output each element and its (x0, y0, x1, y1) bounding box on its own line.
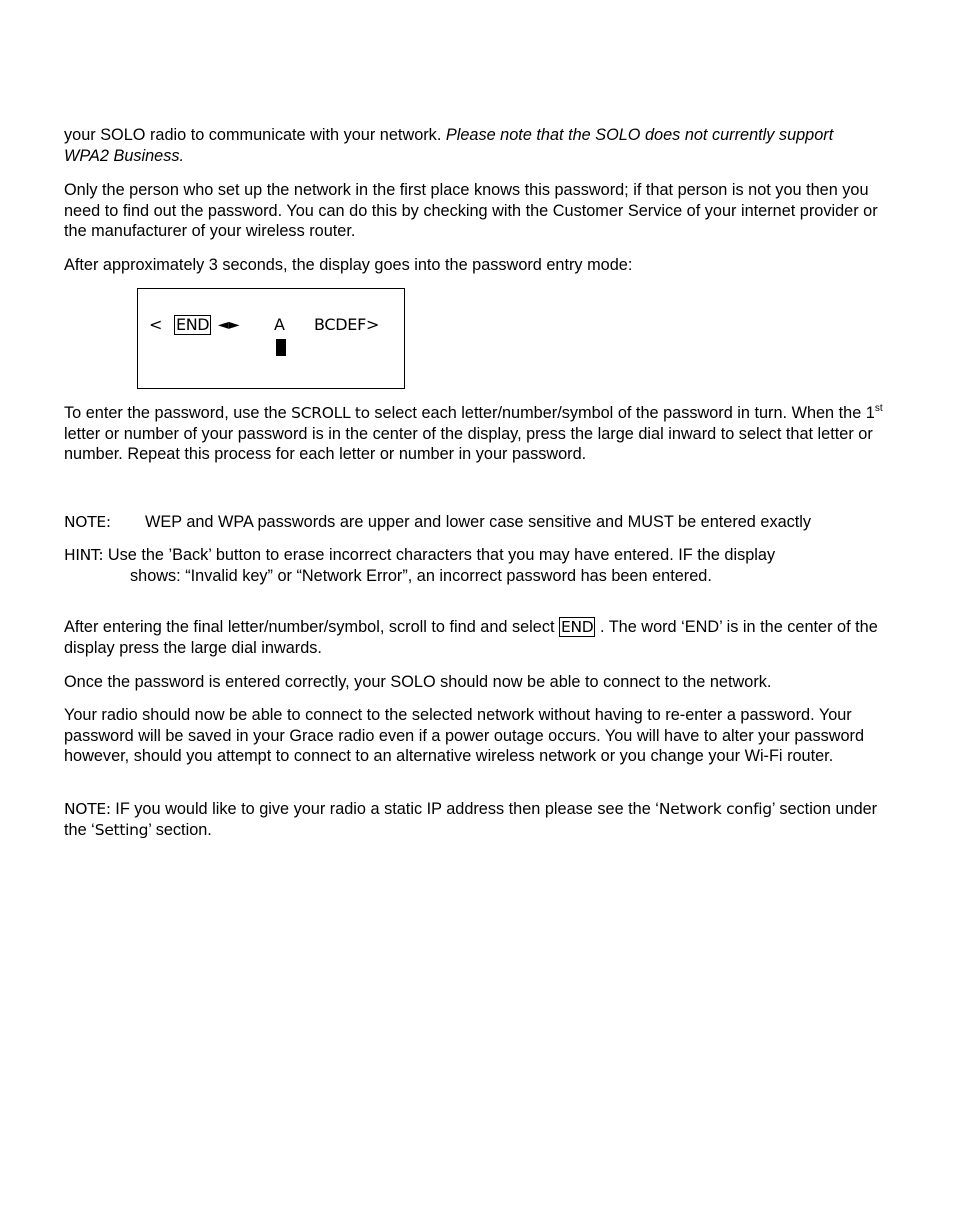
lcd-nav-arrows-icon: ◄► (218, 317, 240, 333)
lcd-right-chars: BCDEF> (314, 315, 380, 334)
password-owner-paragraph: Only the person who set up the network in the first place knows this password; if that person is not you then you need to find out the password. You can do this by checking with the Customer Service of your internet provider or the manufacturer of your wireless router. (64, 181, 878, 240)
case-sensitive-note: NOTE: WEP and WPA passwords are upper and lower case sensitive and MUST be entered exactly (64, 513, 812, 531)
intro-paragraph: your SOLO radio to communicate with your network. Please note that the SOLO does not currently support WPA2 Business. (64, 126, 834, 165)
network-config-label: Network config (658, 800, 772, 818)
lcd-cursor-block (276, 339, 286, 356)
lcd-display-illustration (137, 288, 405, 389)
scroll-instructions-paragraph: To enter the password, use the SCROLL to select each letter/number/symbol of the password in turn. When the 1st letter or number of your password is in the center of the display, press the large dial inward to select that letter or number. Repeat this process for each letter or number in your password. (64, 403, 883, 463)
hint-block: HINT: Use the ’Back’ button to erase incorrect characters that you may have entered. IF the display shows: “Invalid key” or “Network Error”, an incorrect password has been entered. (64, 546, 776, 585)
entry-mode-paragraph: After approximately 3 seconds, the display goes into the password entry mode: (64, 256, 633, 274)
lcd-center-char: A (274, 315, 285, 334)
connect-network-paragraph: Your radio should now be able to connect to the selected network without having to re-enter a password. Your password will be saved in your Grace radio even if a power outage occurs. You will have to alter your password however, should you attempt to connect to an alternative wireless network or you change your Wi-Fi router. (64, 706, 865, 765)
note-label: NOTE: (64, 513, 111, 531)
select-end-paragraph: After entering the final letter/number/symbol, scroll to find and select END . The word ‘END’ is in the center of the display press the large dial inwards. (64, 618, 878, 657)
note-label-2: NOTE: (64, 800, 111, 818)
password-correct-paragraph: Once the password is entered correctly, your SOLO should now be able to connect to the network. (64, 673, 772, 691)
hint-label: HINT: (64, 546, 104, 564)
lcd-left-arrow: < (149, 315, 163, 334)
scroll-key-label: SCROLL to (291, 404, 370, 422)
static-ip-note: NOTE: IF you would like to give your radio a static IP address then please see the ‘Network config’ section under the ‘Setting’ section. (64, 800, 878, 839)
wpa2-note: Please note that the SOLO does not currently support WPA2 Business. (64, 126, 834, 165)
lcd-end-option: END (176, 315, 210, 334)
setting-label: Setting (94, 820, 149, 839)
end-key-label: END (561, 618, 594, 636)
